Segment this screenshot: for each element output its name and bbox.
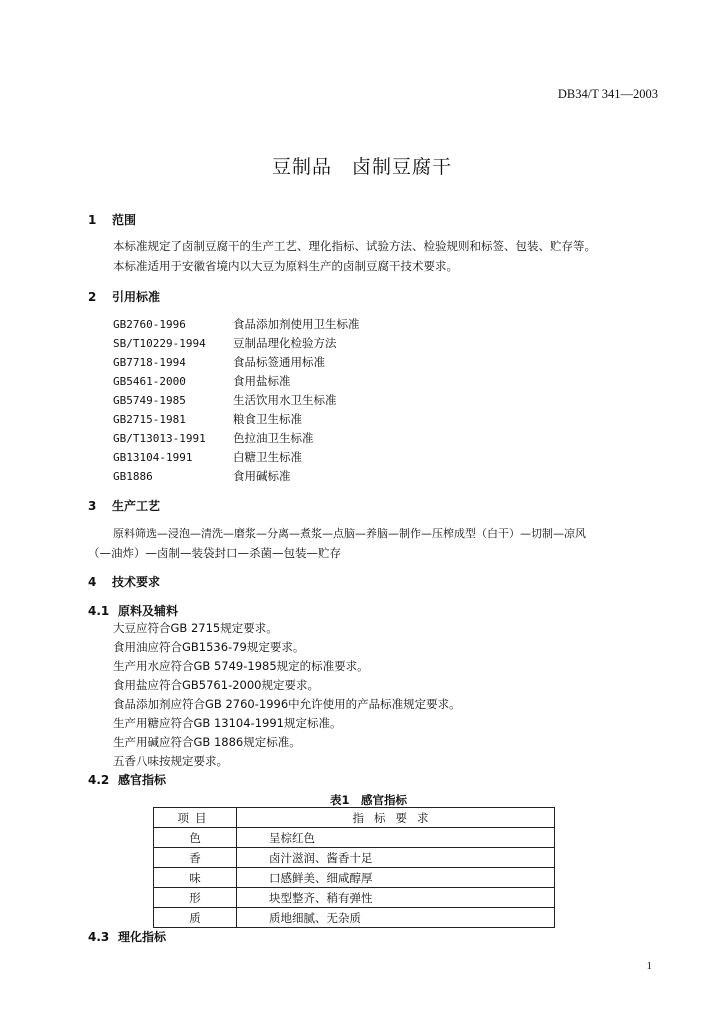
table-cell: 质 xyxy=(154,908,237,928)
table-cell: 卤汁滋润、酱香十足 xyxy=(237,848,555,868)
table-row xyxy=(154,868,555,888)
reference-item xyxy=(113,354,325,370)
subsection-number: 4.1 xyxy=(88,604,110,618)
section-4-heading xyxy=(88,573,160,590)
section-2-heading xyxy=(88,288,160,305)
table-cell: 形 xyxy=(154,888,237,908)
section-title: 技术要求 xyxy=(112,575,161,589)
paragraph: 本标准规定了卤制豆腐干的生产工艺、理化指标、试验方法、检验规则和标签、包装、贮存等。 xyxy=(113,239,596,253)
requirement-item: 生产用水应符合GB 5749-1985规定的标准要求。 xyxy=(113,659,369,673)
reference-item xyxy=(113,411,302,427)
requirement-item: 食用盐应符合GB5761-2000规定要求。 xyxy=(113,678,319,692)
requirement-item: 五香八味按规定要求。 xyxy=(113,754,228,768)
table-cell: 呈棕红色 xyxy=(237,828,555,848)
table-cell: 质地细腻、无杂质 xyxy=(237,908,555,928)
section-title: 范围 xyxy=(112,213,137,227)
reference-name: 豆制品理化检验方法 xyxy=(233,336,337,350)
reference-name: 食品添加剂使用卫生标准 xyxy=(233,317,360,331)
paragraph: 本标准适用于安徽省境内以大豆为原料生产的卤制豆腐干技术要求。 xyxy=(113,259,458,273)
reference-item xyxy=(113,335,337,351)
subsection-title: 原料及辅料 xyxy=(118,604,179,618)
section-number: 4 xyxy=(88,575,97,589)
table-row xyxy=(154,828,555,848)
reference-name: 生活饮用水卫生标准 xyxy=(233,393,337,407)
subsection-4-1-heading xyxy=(88,602,178,619)
section-number: 3 xyxy=(88,499,97,513)
page-number: 1 xyxy=(646,960,652,972)
table-cell: 味 xyxy=(154,868,237,888)
standard-number: DB34/T 341—2003 xyxy=(557,87,658,101)
section-title: 生产工艺 xyxy=(112,499,161,513)
section-1-heading xyxy=(88,211,136,228)
sensory-table xyxy=(153,807,555,928)
reference-name: 色拉油卫生标准 xyxy=(233,431,314,445)
subsection-4-2-heading xyxy=(88,771,166,788)
reference-name: 白糖卫生标准 xyxy=(233,450,302,464)
subsection-title: 感官指标 xyxy=(118,773,167,787)
document-title: 豆制品 卤制豆腐干 xyxy=(271,156,452,178)
reference-name: 食品标签通用标准 xyxy=(233,355,325,369)
reference-item xyxy=(113,316,360,332)
reference-code: SB/T10229-1994 xyxy=(113,337,206,350)
header-cell: 指标要求 xyxy=(237,808,555,828)
section-number: 2 xyxy=(88,290,97,304)
reference-name: 食用盐标准 xyxy=(233,374,291,388)
reference-item xyxy=(113,430,314,446)
requirement-item: 大豆应符合GB 2715规定要求。 xyxy=(113,621,278,635)
reference-code: GB13104-1991 xyxy=(113,451,193,464)
reference-name: 食用碱标准 xyxy=(233,469,291,483)
table-cell: 色 xyxy=(154,828,237,848)
process-flow-line: 原料筛选—浸泡—清洗—磨浆—分离—煮浆—点脑—养脑—制作—压榨成型（白干）—切制—凉风 xyxy=(113,527,586,540)
reference-code: GB5749-1985 xyxy=(113,394,186,407)
table-row xyxy=(154,888,555,908)
reference-item xyxy=(113,373,291,389)
requirement-item: 生产用碱应符合GB 1886规定标准。 xyxy=(113,735,301,749)
table-cell: 块型整齐、稍有弹性 xyxy=(237,888,555,908)
reference-code: GB2760-1996 xyxy=(113,318,186,331)
table-row xyxy=(154,848,555,868)
requirement-item: 生产用糖应符合GB 13104-1991规定标准。 xyxy=(113,716,342,730)
requirement-item: 食品添加剂应符合GB 2760-1996中允许使用的产品标准规定要求。 xyxy=(113,697,461,711)
subsection-title: 理化指标 xyxy=(118,930,167,944)
reference-code: GB/T13013-1991 xyxy=(113,432,206,445)
reference-code: GB1886 xyxy=(113,470,153,483)
table-cell: 口感鲜美、细咸醇厚 xyxy=(237,868,555,888)
header-cell: 项目 xyxy=(154,808,237,828)
requirement-item: 食用油应符合GB1536-79规定要求。 xyxy=(113,640,305,654)
reference-item xyxy=(113,449,302,465)
process-flow-line: （—油炸）—卤制—装袋封口—杀菌—包装—贮存 xyxy=(88,546,341,560)
section-title: 引用标准 xyxy=(112,290,161,304)
subsection-4-3-heading xyxy=(88,928,166,945)
reference-code: GB7718-1994 xyxy=(113,356,186,369)
reference-item xyxy=(113,392,337,408)
section-3-heading xyxy=(88,497,160,514)
table-cell: 香 xyxy=(154,848,237,868)
reference-name: 粮食卫生标准 xyxy=(233,412,302,426)
table-row xyxy=(154,908,555,928)
table-caption: 表1 感官指标 xyxy=(330,793,408,807)
subsection-number: 4.2 xyxy=(88,773,110,787)
reference-code: GB2715-1981 xyxy=(113,413,186,426)
section-number: 1 xyxy=(88,213,97,227)
table-header-row xyxy=(154,808,555,828)
reference-item xyxy=(113,468,291,484)
reference-code: GB5461-2000 xyxy=(113,375,186,388)
subsection-number: 4.3 xyxy=(88,930,110,944)
